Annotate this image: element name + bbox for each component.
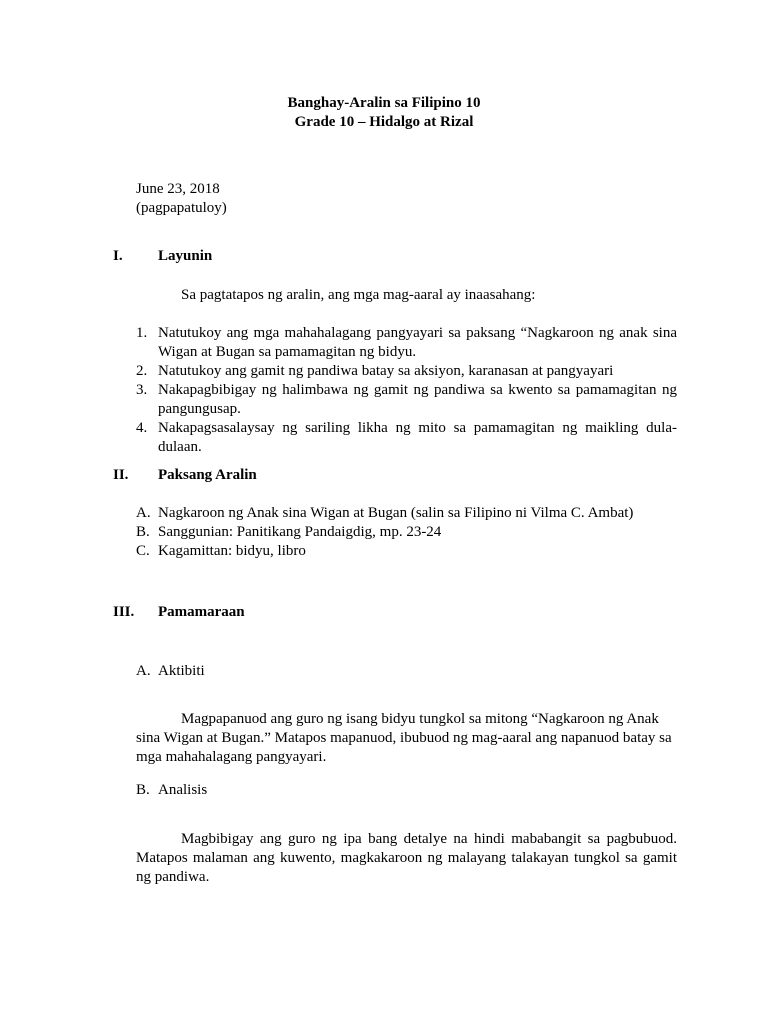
list-item-text: Sanggunian: Panitikang Pandaigdig, mp. 23-24: [158, 524, 442, 540]
list-item: [136, 504, 696, 523]
list-item: [136, 419, 677, 457]
section-1-heading: Layunin: [158, 248, 213, 264]
subsection-a-number: A.: [136, 663, 151, 679]
list-item-text: Nakapagbibigay ng halimbawa ng gamit ng pandiwa sa kwento sa pamamagitan ng pangungusap.: [158, 382, 677, 417]
list-item: [136, 523, 696, 542]
section-1-numeral: I.: [113, 248, 123, 264]
subsection-a-paragraph: Magpapanuod ang guro ng isang bidyu tungkol sa mitong “Nagkaroon ng Anak sina Wigan at Bugan.” Matapos mapanuod, ibubuod ng mag-aaral ang napanuod batay sa mga mahahalagang pangyayari.: [136, 711, 672, 765]
objectives-list: [136, 324, 677, 457]
list-item-text: Kagamittan: bidyu, libro: [158, 543, 306, 559]
list-item: [136, 542, 696, 561]
list-item-number: 3.: [136, 382, 148, 398]
list-item-number: 2.: [136, 363, 148, 379]
list-item-number: 1.: [136, 325, 148, 341]
lesson-date: June 23, 2018: [136, 181, 220, 197]
list-item: [136, 381, 677, 419]
list-item-number: 4.: [136, 420, 148, 436]
list-item-letter: C.: [136, 543, 150, 559]
section-2-numeral: II.: [113, 467, 129, 483]
list-item-text: Nagkaroon ng Anak sina Wigan at Bugan (salin sa Filipino ni Vilma C. Ambat): [158, 505, 634, 521]
section-1-intro: Sa pagtatapos ng aralin, ang mga mag-aaral ay inaasahang:: [181, 287, 536, 303]
section-2-heading: Paksang Aralin: [158, 467, 257, 483]
subsection-a-label: Aktibiti: [158, 663, 205, 679]
list-item: [136, 324, 677, 362]
list-item-text: Natutukoy ang gamit ng pandiwa batay sa aksiyon, karanasan at pangyayari: [158, 363, 614, 379]
document-subtitle: Grade 10 – Hidalgo at Rizal: [294, 114, 474, 130]
list-item: [136, 362, 677, 381]
subsection-b-paragraph: Magbibigay ang guro ng ipa bang detalye na hindi mababangit sa pagbubuod. Matapos malaman ang kuwento, magkakaroon ng malayang talakayan tungkol sa gamit ng pandiwa.: [136, 831, 677, 885]
topic-list: [136, 504, 696, 561]
document-title: Banghay-Aralin sa Filipino 10: [287, 95, 481, 111]
section-3-heading: Pamamaraan: [158, 604, 245, 620]
continuation-note: (pagpapatuloy): [136, 200, 227, 216]
subsection-b-number: B.: [136, 782, 150, 798]
list-item-letter: A.: [136, 505, 151, 521]
section-3-numeral: III.: [113, 604, 135, 620]
list-item-text: Natutukoy ang mga mahahalagang pangyayari sa paksang “Nagkaroon ng anak sina Wigan at Bugan sa pamamagitan ng bidyu.: [158, 325, 677, 360]
list-item-text: Nakapagsasalaysay ng sariling likha ng mito sa pamamagitan ng maikling dula-dulaan.: [158, 420, 677, 455]
list-item-letter: B.: [136, 524, 150, 540]
subsection-b-label: Analisis: [158, 782, 208, 798]
